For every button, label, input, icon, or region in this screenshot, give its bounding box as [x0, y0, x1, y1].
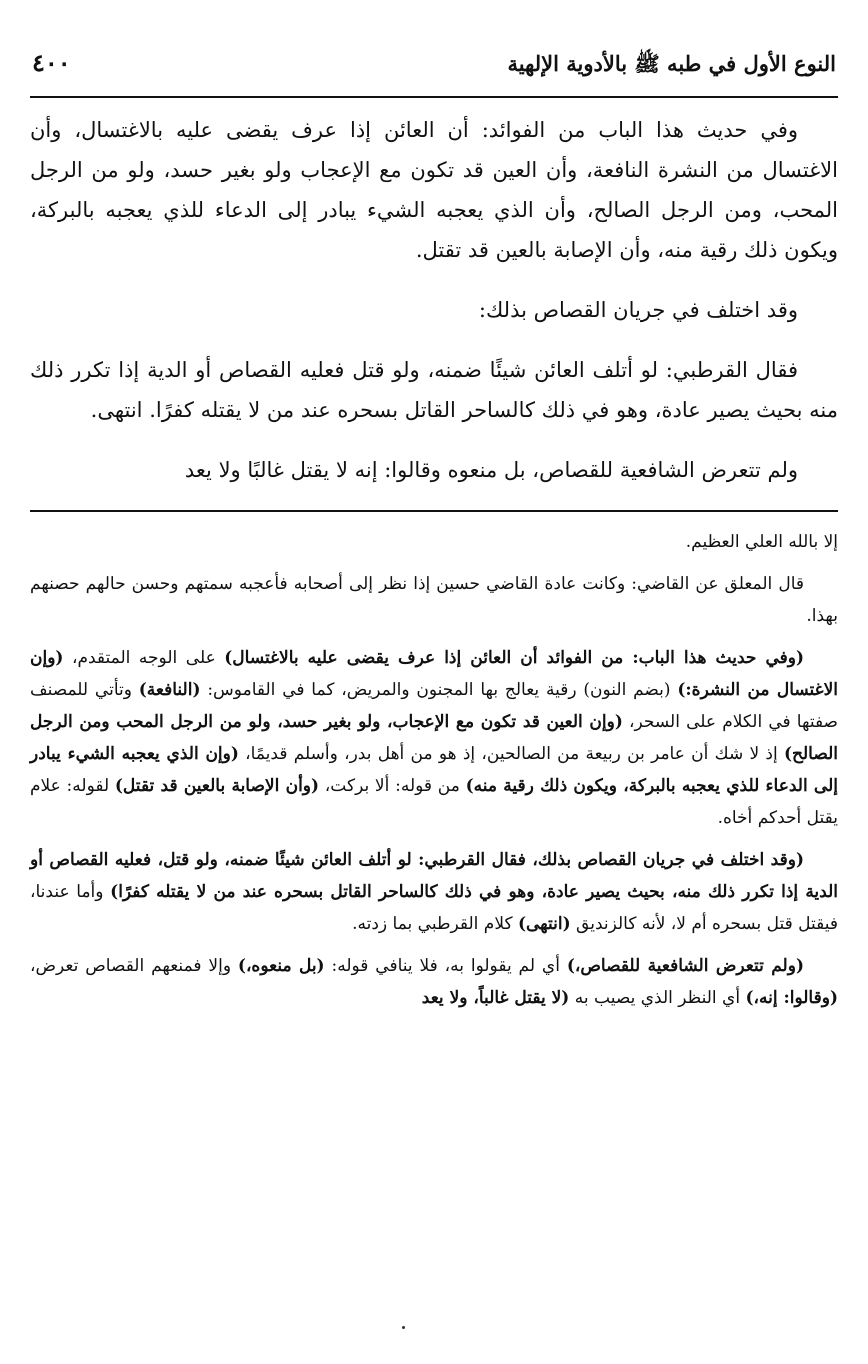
quoted-text: (النافعة) — [138, 680, 201, 700]
commentary-paragraph — [30, 526, 838, 558]
quoted-text: (وفي حديث هذا الباب: من الفوائد أن العائن إذا عرف يقضى عليه بالاغتسال) — [224, 648, 804, 668]
commentary-text: أي النظر الذي يصيب به — [569, 988, 746, 1008]
commentary-text: وأما عندنا، فيقتل قتل بسحره أم لا، لأنه كالزنديق — [30, 882, 838, 934]
commentary-section — [30, 526, 838, 1014]
page-number: ٤٠٠ — [32, 48, 71, 77]
main-paragraph: فقال القرطبي: لو أتلف العائن شيئًا ضمنه، ولو قتل فعليه القصاص أو الدية إذا تكرر ذلك منه بحيث يصير عادة، وهو في ذلك كالساحر القاتل بسحره عند من لا يقتله كفرًا. انتهى. — [30, 358, 838, 422]
commentary-text: على الوجه المتقدم، — [63, 648, 225, 668]
quoted-text: (وأن الإصابة بالعين قد تقتل) — [114, 776, 320, 796]
commentary-text: كلام القرطبي بما زدته. — [352, 914, 518, 934]
quoted-text: (وإن الاغتسال من النشرة:) — [30, 648, 838, 700]
commentary-text: أي لم يقولوا به، فلا ينافي قوله: — [324, 956, 567, 976]
quoted-text: (بل منعوه،) — [237, 956, 325, 976]
quoted-text: (ولم تتعرض الشافعية للقصاص،) — [566, 956, 804, 976]
quoted-text: (وقد اختلف في جريان القصاص بذلك، فقال القرطبي: لو أتلف العائن شيئًا ضمنه، ولو قتل، فعليه القصاص أو الدية إذا تكرر ذلك منه، بحيث يصير عادة، وهو في ذلك كالساحر القاتل بسحره عند من لا يقتله كفرًا) — [30, 850, 838, 902]
commentary-paragraph — [30, 642, 838, 834]
commentary-paragraph — [30, 568, 838, 632]
commentary-text: إذ لا شك أن عامر بن ربيعة من الصالحين، إذ هو من أهل بدر، وأسلم قديمًا، — [238, 744, 784, 764]
commentary-text: من قوله: ألا بركت، — [319, 776, 466, 796]
commentary-paragraph — [30, 950, 838, 1014]
main-paragraph: وفي حديث هذا الباب من الفوائد: أن العائن إذا عرف يقضى عليه بالاغتسال، وأن الاغتسال من النشرة النافعة، وأن العين قد تكون مع الإعجاب ولو بغير حسد، ولو من الرجل المحب، ومن الرجل الصالح، وأن الذي يعجبه الشيء يبادر إلى الدعاء للذي يعجبه بالبركة، ويكون ذلك رقية منه، وأن الإصابة بالعين قد تقتل. — [30, 118, 838, 262]
commentary-paragraph — [30, 844, 838, 940]
footnote-divider — [30, 510, 838, 512]
main-paragraph: ولم تتعرض الشافعية للقصاص، بل منعوه وقالوا: إنه لا يقتل غالبًا ولا يعد — [184, 458, 798, 482]
quoted-text: (وإن الذي يعجبه الشيء يبادر إلى الدعاء للذي يعجبه بالبركة، ويكون ذلك رقية منه) — [30, 744, 838, 796]
quoted-text: (انتهى) — [517, 914, 571, 934]
main-paragraph: وقد اختلف في جريان القصاص بذلك: — [478, 298, 798, 322]
print-speck — [402, 1326, 405, 1329]
commentary-text: إلا بالله العلي العظيم. — [685, 532, 838, 552]
commentary-text: قال المعلق عن القاضي: وكانت عادة القاضي حسين إذا نظر إلى أصحابه فأعجبه سمتهم وحسن حالهم حصنهم بهذا. — [30, 574, 838, 626]
commentary-text: لقوله: علام يقتل أحدكم أخاه. — [30, 776, 838, 828]
quoted-text: (لا يقتل غالباً، ولا يعد — [421, 988, 570, 1008]
commentary-text: وإلا فمنعهم القصاص تعرض، — [30, 956, 238, 976]
running-title: النوع الأول في طبه ﷺ بالأدوية الإلهية — [507, 51, 836, 76]
main-text — [30, 110, 838, 490]
quoted-text: (وقالوا: إنه،) — [745, 988, 838, 1008]
document-page — [30, 48, 838, 1024]
page-header — [30, 48, 838, 98]
commentary-text: (بضم النون) رقية يعالج بها المجنون والمريض، كما في القاموس: — [200, 680, 678, 700]
commentary-text: وتأتي للمصنف صفتها في الكلام على السحر، — [30, 680, 838, 732]
quoted-text: (وإن العين قد تكون مع الإعجاب، ولو بغير حسد، ولو من الرجل المحب ومن الرجل الصالح) — [30, 712, 838, 764]
